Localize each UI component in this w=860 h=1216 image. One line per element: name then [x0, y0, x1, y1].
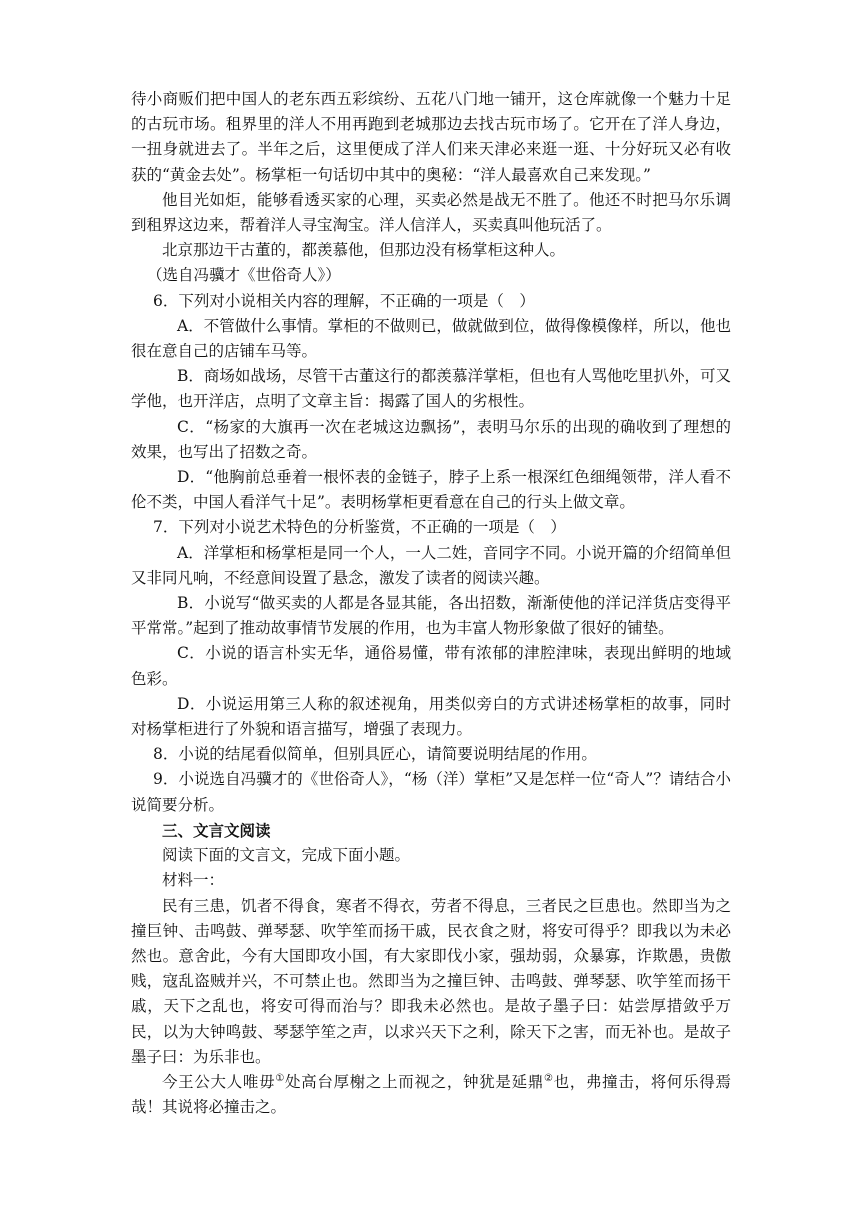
question-7-option-b: B．小说写“做买卖的人都是各显其能，各出招数，渐渐使他的洋记洋货店变得平平常常。”起到了推动故事情节发展的作用，也为丰富人物形象做了很好的铺垫。	[131, 594, 731, 638]
question-7-stem: 7．下列对小说艺术特色的分析鉴赏，不正确的一项是（ ）	[153, 518, 566, 537]
footnote-marker: ②	[543, 1072, 554, 1084]
section-instruction: 阅读下面的文言文，完成下面小题。	[162, 846, 411, 865]
section-heading: 三、文言文阅读	[162, 820, 271, 840]
question-7-option-a: A．洋掌柜和杨掌柜是同一个人，一人二姓，音同字不同。小说开篇的介绍简单但又非同凡响，不经意间设置了悬念，激发了读者的阅读兴趣。	[131, 543, 731, 587]
passage-paragraph: 他目光如炬，能够看透买家的心理，买卖必然是战无不胜了。他还不时把马尔乐调到租界这边来，帮着洋人寻宝淘宝。洋人信洋人，买卖真叫他玩活了。	[131, 190, 731, 235]
question-8: 8．小说的结尾看似简单，但别具匠心，请简要说明结尾的作用。	[153, 745, 597, 764]
passage-paragraph: 待小商贩们把中国人的老东西五彩缤纷、五花八门地一铺开，这仓库就像一个魅力十足的古玩市场。租界里的洋人不用再跑到老城那边去找古玩市场了。它开在了洋人身边，一扭身就进去了。半年之后，这里便成了洋人们来天津必来逛一逛、十分好玩又必有收获的“黄金去处”。杨掌柜一句话切中其中的奥秘：“洋人最喜欢自己来发现。”	[131, 90, 731, 184]
question-6-option-c: C．“杨家的大旗再一次在老城这边飘扬”，表明马尔乐的出现的确收到了理想的效果，也写出了招数之奇。	[131, 417, 731, 461]
classical-paragraph	[131, 1070, 731, 1120]
question-6-option-d: D．“他胸前总垂着一根怀表的金链子，脖子上系一根深红色细绳领带，洋人看不伦不类，中国人看洋气十足”。表明杨掌柜更看意在自己的行头上做文章。	[131, 468, 731, 512]
question-6-stem: 6．下列对小说相关内容的理解，不正确的一项是（ ）	[153, 291, 535, 310]
question-9: 9．小说选自冯骥才的《世俗奇人》，“杨（洋）掌柜”又是怎样一位“奇人”？请结合小说简要分析。	[131, 770, 731, 814]
material-label: 材料一：	[162, 871, 225, 890]
text-run: 今王公大人唯毋	[162, 1072, 276, 1091]
classical-paragraph: 民有三患，饥者不得食，寒者不得衣，劳者不得息，三者民之巨患也。然即当为之撞巨钟、击鸣鼓、弹琴瑟、吹竽笙而扬干戚，民衣食之财，将安可得乎？即我以为未必然也。意舍此，今有大国即攻小国，有大家即伐小家，强劫弱，众暴寡，诈欺愚，贵傲贱，寇乱盗贼并兴，不可禁止也。然即当为之撞巨钟、击鸣鼓、弹琴瑟、吹竽笙而扬干戚，天下之乱也，将安可得而治与？即我未必然也。是故子墨子曰：姑尝厚措敛乎万民，以为大钟鸣鼓、琴瑟竽笙之声，以求兴天下之利，除天下之害，而无补也。是故子墨子曰：为乐非也。	[131, 896, 731, 1066]
passage-source: （选自冯骥才《世俗奇人》）	[147, 266, 341, 285]
question-7-option-c: C．小说的语言朴实无华，通俗易懂，带有浓郁的津腔津味，表现出鲜明的地域色彩。	[131, 644, 731, 688]
question-6-option-b: B．商场如战场，尽管干古董这行的都羡慕洋掌柜，但也有人骂他吃里扒外，可又学他，也开洋店，点明了文章主旨：揭露了国人的劣根性。	[131, 367, 731, 411]
question-7-option-d: D．小说运用第三人称的叙述视角，用类似旁白的方式讲述杨掌柜的故事，同时对杨掌柜进行了外貌和语言描写，增强了表现力。	[131, 694, 731, 739]
passage-paragraph: 北京那边干古董的，都羡慕他，但那边没有杨掌柜这种人。	[162, 241, 566, 260]
footnote-marker: ①	[275, 1072, 285, 1084]
text-run: 也，弗撞击，将何乐得焉哉！其说将必撞击之。	[131, 1072, 731, 1117]
document-page	[131, 87, 731, 1120]
question-6-option-a: A．不管做什么事情。掌柜的不做则已，做就做到位，做得像模像样，所以，他也很在意自己的店铺车马等。	[131, 316, 731, 361]
text-run: 处高台厚榭之上而视之，钟犹是延鼎	[284, 1072, 544, 1091]
